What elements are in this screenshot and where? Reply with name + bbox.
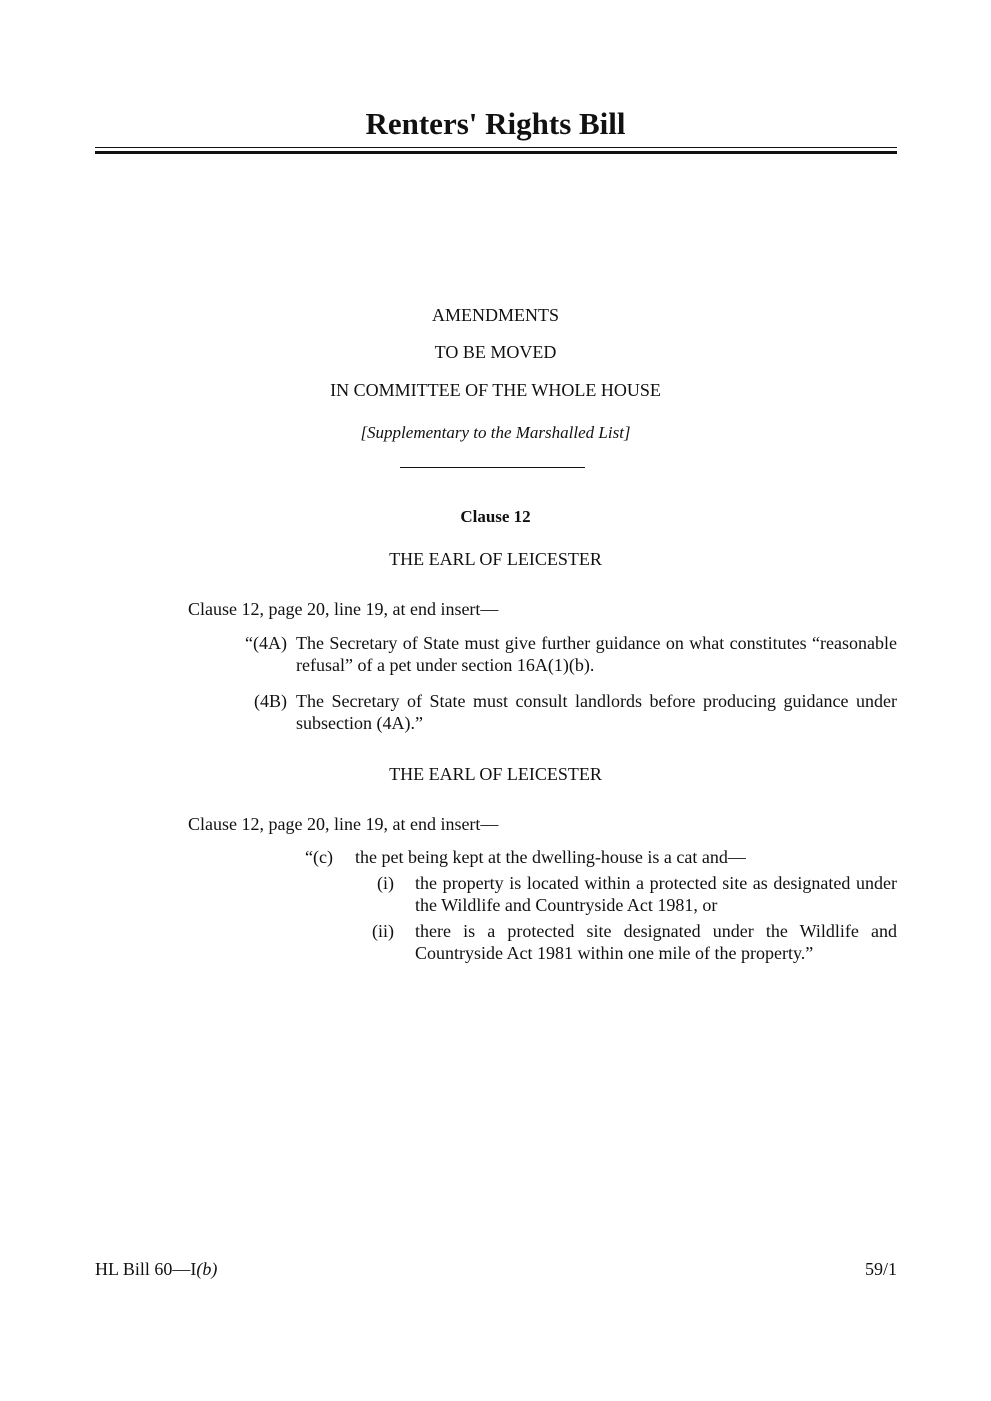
- bill-reference-prefix: HL Bill 60—I: [95, 1259, 197, 1279]
- subsection-text: The Secretary of State must consult landlords before producing guidance under subsection (4A).”: [296, 691, 897, 733]
- amendment-instruction: Clause 12, page 20, line 19, at end insert—: [188, 599, 499, 619]
- title-rule-thin: [95, 147, 897, 148]
- subparagraph-text: the property is located within a protected site as designated under the Wildlife and Countryside Act 1981, or: [415, 873, 897, 915]
- subsection-label: (4B): [254, 691, 287, 711]
- subparagraph-label: (i): [377, 873, 394, 893]
- heading-amendments: AMENDMENTS: [431, 305, 559, 325]
- amendment-instruction: Clause 12, page 20, line 19, at end insert—: [188, 814, 499, 834]
- bill-title: Renters' Rights Bill: [365, 106, 626, 141]
- subsection-text: The Secretary of State must give further guidance on what constitutes “reasonable refusal” of a pet under section 16A(1)(b).: [296, 633, 897, 675]
- clause-heading: Clause 12: [460, 507, 531, 526]
- heading-to-be-moved: TO BE MOVED: [434, 342, 557, 362]
- heading-note: [Supplementary to the Marshalled List]: [360, 423, 631, 442]
- page-reference: 59/1: [864, 1259, 897, 1279]
- paragraph-label: “(c): [305, 847, 333, 867]
- amendment-mover: THE EARL OF LEICESTER: [389, 549, 602, 569]
- section-divider: [400, 467, 585, 468]
- paragraph-text: the pet being kept at the dwelling-house is a cat and—: [355, 847, 746, 867]
- title-rule-thick: [95, 151, 897, 154]
- amendment-mover: THE EARL OF LEICESTER: [389, 764, 602, 784]
- subparagraph-text: there is a protected site designated under the Wildlife and Countryside Act 1981 within one mile of the property.”: [415, 921, 897, 963]
- subparagraph-label: (ii): [372, 921, 394, 941]
- bill-reference: [95, 1259, 217, 1280]
- bill-reference-suffix: (b): [196, 1259, 218, 1279]
- heading-committee: IN COMMITTEE OF THE WHOLE HOUSE: [330, 380, 661, 400]
- subsection-label: “(4A): [245, 633, 287, 653]
